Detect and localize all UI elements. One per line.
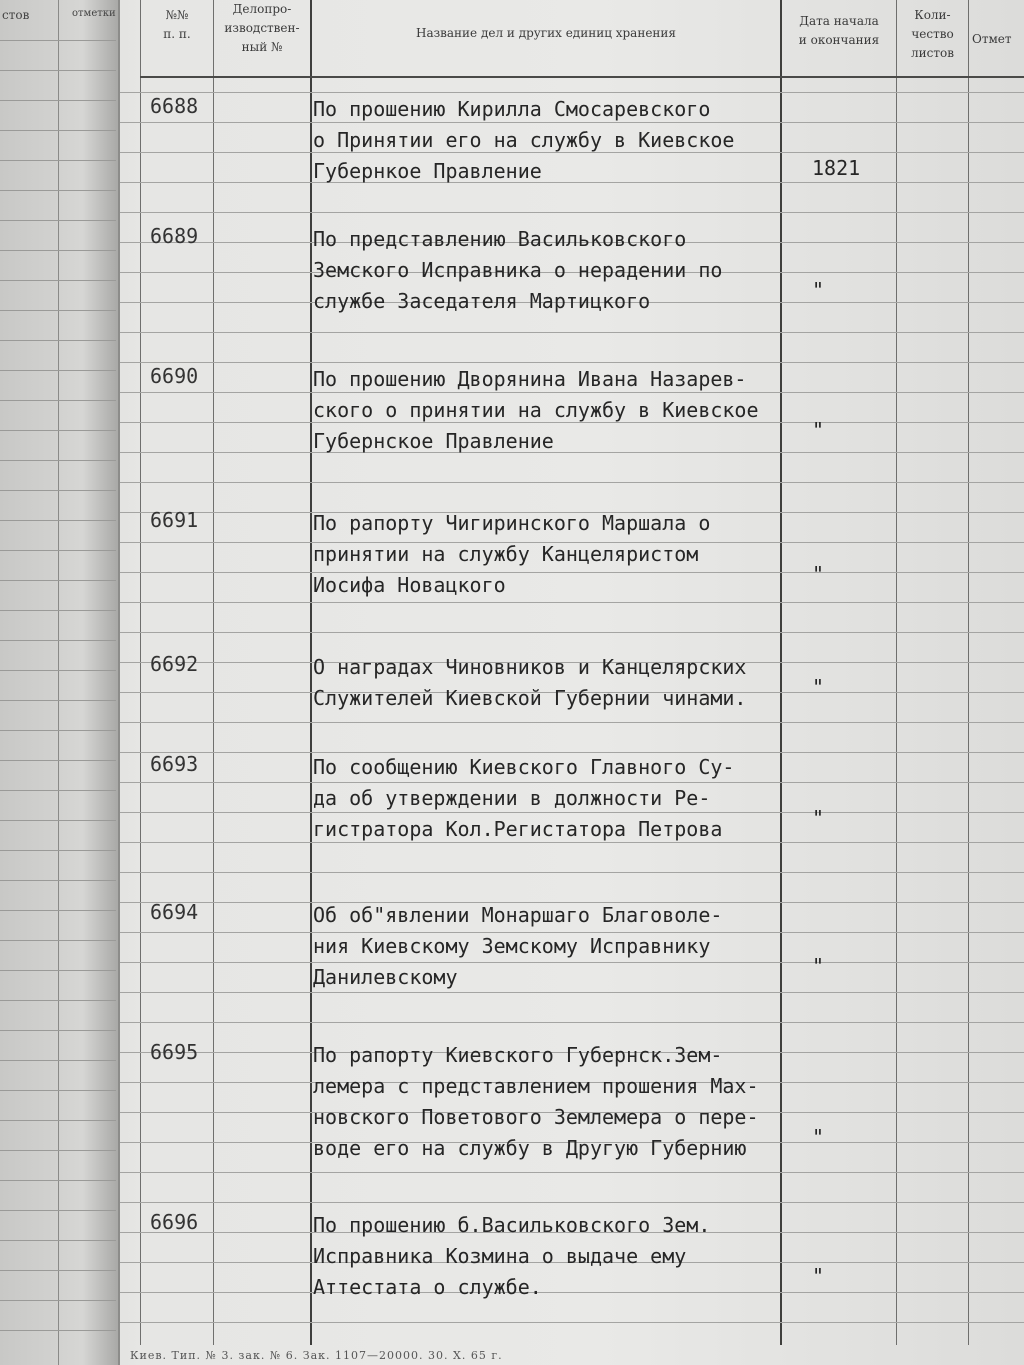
entry-number: 6694 — [150, 900, 199, 924]
prev-ruled-line — [0, 700, 116, 701]
entry-date: " — [812, 675, 825, 699]
prev-ruled-line — [0, 880, 116, 881]
prev-ruled-line — [0, 1300, 116, 1301]
entry-number: 6695 — [150, 1040, 199, 1064]
header-dates: Дата начала и окончания — [798, 14, 880, 47]
column-line-dates — [896, 0, 897, 1345]
entry-title-line: О наградах Чиновников и Канцелярских — [313, 655, 747, 679]
entry-title-line: Данилевскому — [313, 965, 458, 989]
prev-header-right: отметки — [72, 8, 116, 19]
entry-date: " — [812, 1125, 825, 1149]
ruled-line — [120, 632, 1024, 633]
prev-ruled-line — [0, 460, 116, 461]
ruled-line — [120, 362, 1024, 363]
entry-title-line: гистратора Кол.Регистатора Петрова — [313, 817, 723, 841]
entry-number: 6688 — [150, 94, 199, 118]
entry-date: " — [812, 1264, 825, 1288]
ruled-line — [120, 182, 1024, 183]
entry-title-line: воде его на службу в Другую Губернию — [313, 1136, 747, 1160]
ruled-line — [120, 992, 1024, 993]
entry-title-line: По рапорту Чигиринского Маршала о — [313, 511, 711, 535]
ruled-line — [120, 452, 1024, 453]
entry-number: 6696 — [150, 1210, 199, 1234]
entry-title-line: Губернское Правление — [313, 429, 554, 453]
prev-ruled-line — [0, 160, 116, 161]
prev-ruled-line — [0, 670, 116, 671]
prev-ruled-line — [0, 610, 116, 611]
header-office-num: Делопро- изводствен- ный № — [224, 2, 300, 54]
prev-ruled-line — [0, 430, 116, 431]
ruled-line — [120, 962, 1024, 963]
ruled-line — [120, 212, 1024, 213]
entry-title-line: По прошению Кирилла Смосаревского — [313, 97, 711, 121]
entry-title-line: Исправника Козмина о выдаче ему — [313, 1244, 687, 1268]
printer-footer: Киев. Тип. № 3. зак. № 6. Зак. 1107—20000. 30. X. 65 г. — [130, 1349, 503, 1362]
previous-page-strip — [0, 0, 120, 1365]
prev-ruled-line — [0, 970, 116, 971]
prev-ruled-line — [0, 310, 116, 311]
entry-number: 6691 — [150, 508, 199, 532]
prev-header-left: стов — [2, 8, 30, 22]
header-num: №№ п. п. — [163, 8, 191, 41]
prev-ruled-line — [0, 730, 116, 731]
prev-ruled-line — [0, 1120, 116, 1121]
prev-ruled-line — [0, 820, 116, 821]
prev-ruled-line — [0, 190, 116, 191]
entry-number: 6692 — [150, 652, 199, 676]
prev-ruled-line — [0, 370, 116, 371]
prev-ruled-line — [0, 1270, 116, 1271]
header-notes: Отмет — [972, 32, 1012, 46]
prev-ruled-line — [0, 1060, 116, 1061]
prev-ruled-line — [0, 550, 116, 551]
ruled-line — [120, 1172, 1024, 1173]
entry-title-line: Об об"явлении Монаршаго Благоволе- — [313, 903, 723, 927]
prev-ruled-line — [0, 400, 116, 401]
entry-title-line: Губернкое Правление — [313, 159, 542, 183]
entry-title-line: По представлению Васильковского — [313, 227, 687, 251]
ruled-line — [120, 602, 1024, 603]
prev-ruled-line — [0, 790, 116, 791]
entry-title-line: Иосифа Новацкого — [313, 573, 506, 597]
prev-ruled-line — [0, 520, 116, 521]
prev-ruled-line — [0, 760, 116, 761]
entry-date: " — [812, 562, 825, 586]
prev-ruled-line — [0, 1210, 116, 1211]
entry-date: " — [812, 278, 825, 302]
ruled-line — [120, 722, 1024, 723]
entry-date: " — [812, 806, 825, 830]
entry-title-line: новского Поветового Землемера о пере- — [313, 1105, 759, 1129]
ruled-line — [120, 1292, 1024, 1293]
entry-date: " — [812, 954, 825, 978]
prev-ruled-line — [0, 1330, 116, 1331]
prev-ruled-line — [0, 70, 116, 71]
prev-ruled-line — [0, 40, 116, 41]
prev-ruled-line — [0, 130, 116, 131]
prev-ruled-line — [0, 220, 116, 221]
prev-ruled-line — [0, 490, 116, 491]
prev-ruled-line — [0, 340, 116, 341]
entry-date: 1821 — [812, 156, 861, 180]
ruled-line — [120, 872, 1024, 873]
ruled-line — [120, 332, 1024, 333]
prev-column-line — [58, 0, 59, 1365]
entry-title-line: о Принятии его на службу в Киевское — [313, 128, 735, 152]
prev-ruled-line — [0, 580, 116, 581]
entry-number: 6693 — [150, 752, 199, 776]
prev-ruled-line — [0, 1180, 116, 1181]
prev-ruled-line — [0, 910, 116, 911]
prev-ruled-line — [0, 940, 116, 941]
ruled-line — [120, 1322, 1024, 1323]
entry-title-line: да об утверждении в должности Ре- — [313, 786, 711, 810]
entry-title-line: службе Заседателя Мартицкого — [313, 289, 651, 313]
prev-ruled-line — [0, 280, 116, 281]
entry-title-line: Служителей Киевской Губернии чинами. — [313, 686, 747, 710]
entry-title-line: принятии на службу Канцеляристом — [313, 542, 699, 566]
entry-title-line: Земского Исправника о нерадении по — [313, 258, 723, 282]
prev-ruled-line — [0, 1090, 116, 1091]
prev-ruled-line — [0, 1240, 116, 1241]
entry-title-line: По прошению Дворянина Ивана Назарев- — [313, 367, 747, 391]
prev-ruled-line — [0, 850, 116, 851]
entry-date: " — [812, 418, 825, 442]
header-divider — [140, 76, 1024, 78]
prev-ruled-line — [0, 640, 116, 641]
entry-title-line: ского о принятии на службу в Киевское — [313, 398, 759, 422]
entry-title-line: По сообщению Киевского Главного Су- — [313, 755, 735, 779]
prev-ruled-line — [0, 100, 116, 101]
ruled-line — [120, 572, 1024, 573]
column-line-sheets — [968, 0, 969, 1345]
prev-ruled-line — [0, 250, 116, 251]
prev-ruled-line — [0, 1030, 116, 1031]
column-line-title — [780, 0, 782, 1345]
entry-number: 6690 — [150, 364, 199, 388]
entry-number: 6689 — [150, 224, 199, 248]
entry-title-line: Аттестата о службе. — [313, 1275, 542, 1299]
entry-title-line: По прошению б.Васильковского Зем. — [313, 1213, 711, 1237]
entry-title-line: лемера с представлением прошения Мах- — [313, 1074, 759, 1098]
column-line-num-left — [140, 0, 141, 1345]
column-line-num-right — [213, 0, 214, 1345]
header-title: Название дел и других единиц хранения — [415, 26, 676, 40]
prev-ruled-line — [0, 1000, 116, 1001]
entry-title-line: ния Киевскому Земскому Исправнику — [313, 934, 711, 958]
entry-title-line: По рапорту Киевского Губернск.Зем- — [313, 1043, 723, 1067]
header-sheets: Коли- чество листов — [911, 8, 954, 60]
column-line-office — [310, 0, 312, 1345]
ruled-line — [120, 1022, 1024, 1023]
ruled-line — [120, 92, 1024, 93]
ruled-line — [120, 482, 1024, 483]
ruled-line — [120, 1202, 1024, 1203]
prev-ruled-line — [0, 1150, 116, 1151]
